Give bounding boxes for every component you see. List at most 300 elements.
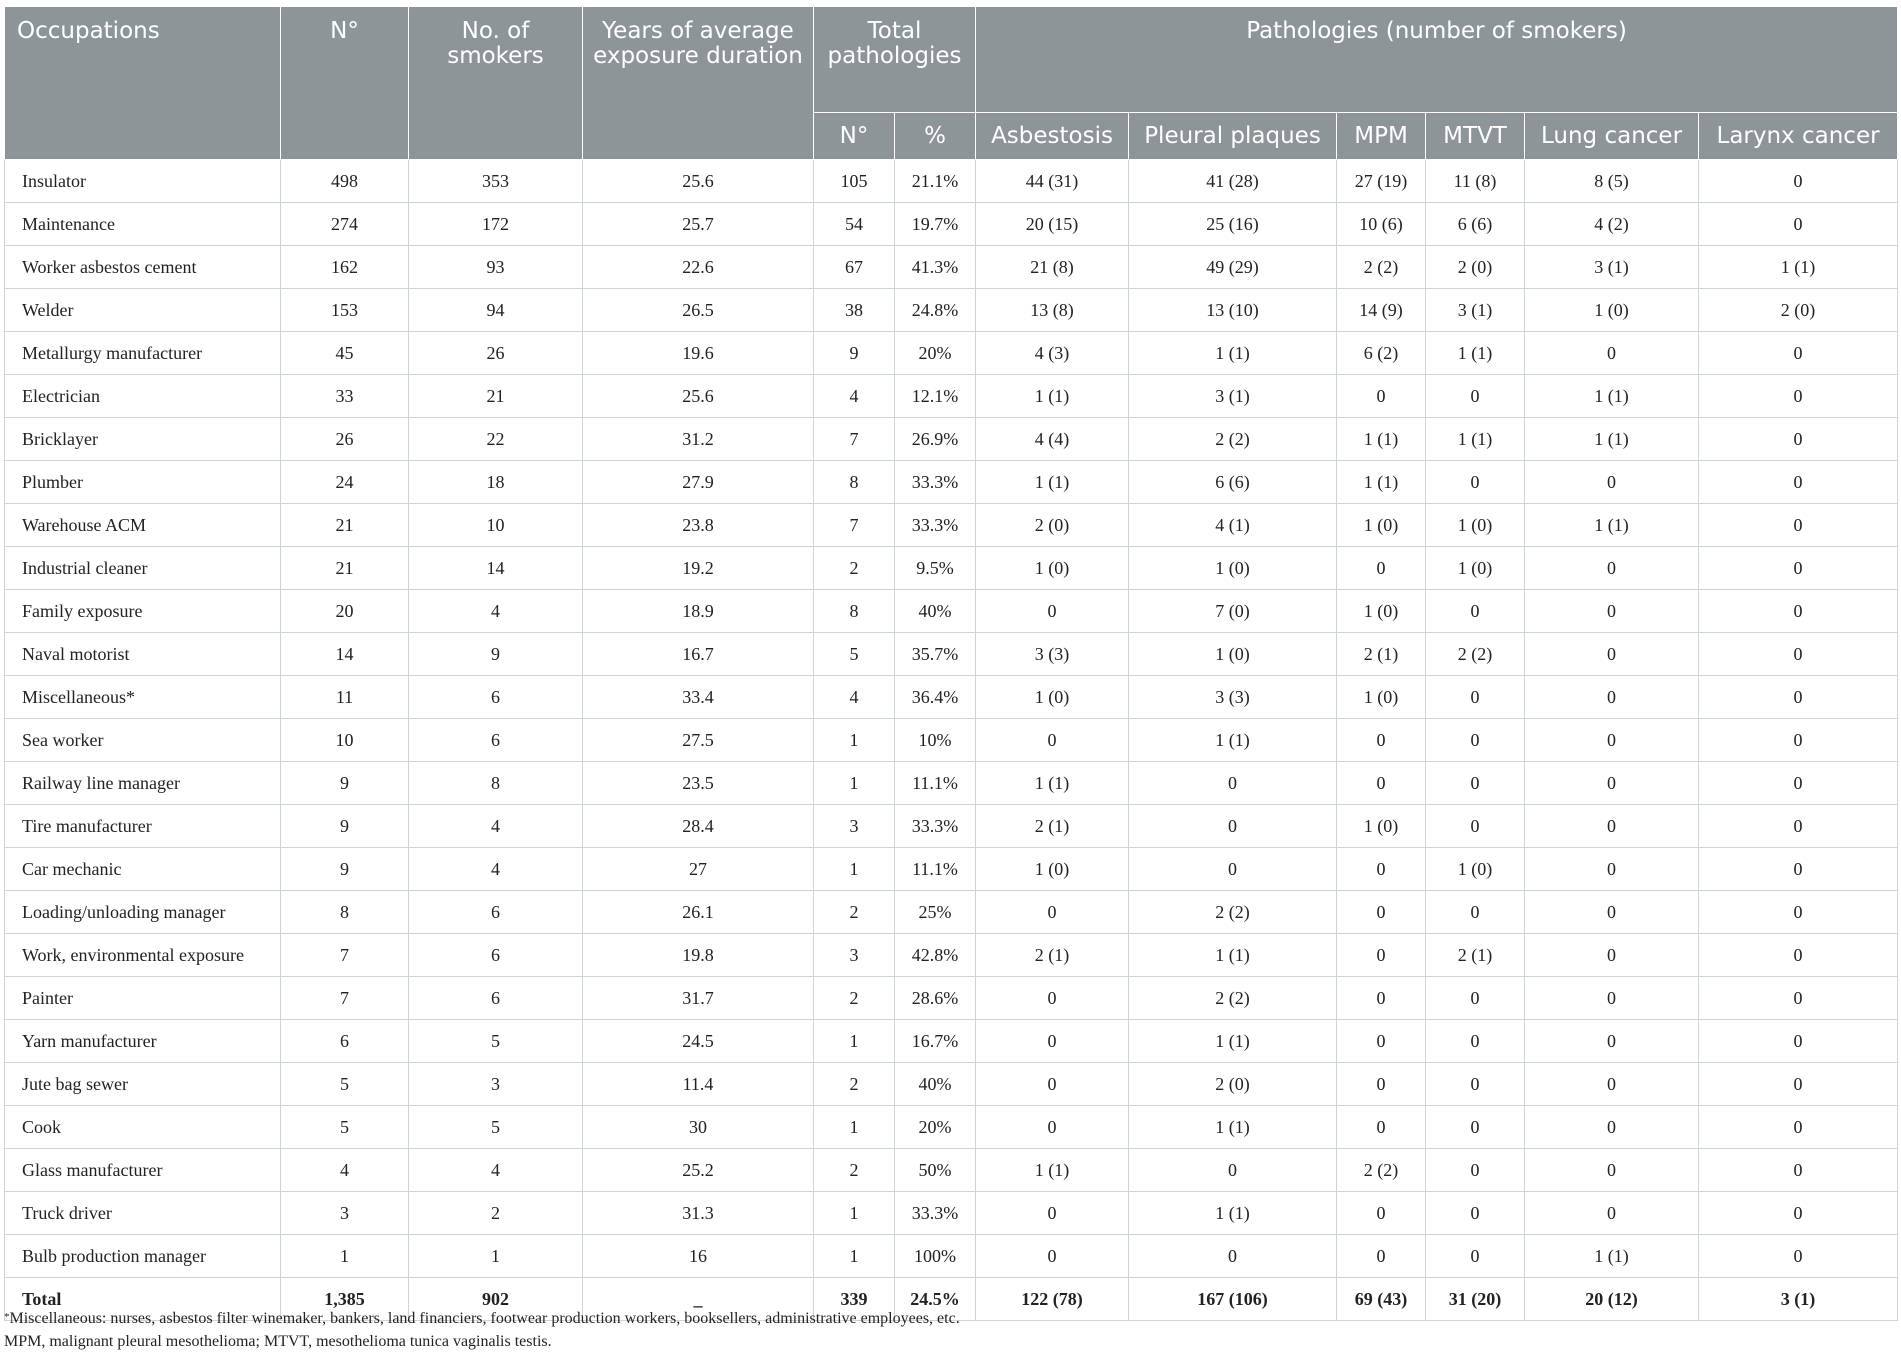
cell-total-n: 2 xyxy=(814,1063,895,1106)
cell-mtvt: 31 (20) xyxy=(1426,1278,1525,1321)
cell-years: 26.5 xyxy=(583,289,814,332)
cell-total-n: 105 xyxy=(814,160,895,203)
cell-lung-cancer: 0 xyxy=(1525,1149,1699,1192)
cell-mpm: 2 (2) xyxy=(1337,246,1426,289)
cell-mtvt: 6 (6) xyxy=(1426,203,1525,246)
cell-mtvt: 3 (1) xyxy=(1426,289,1525,332)
cell-years: 23.5 xyxy=(583,762,814,805)
cell-n: 9 xyxy=(281,805,409,848)
cell-mtvt: 1 (1) xyxy=(1426,418,1525,461)
cell-total-n: 1 xyxy=(814,762,895,805)
cell-total-n: 54 xyxy=(814,203,895,246)
cell-larynx-cancer: 0 xyxy=(1699,1192,1898,1235)
cell-n: 33 xyxy=(281,375,409,418)
cell-larynx-cancer: 0 xyxy=(1699,1235,1898,1278)
cell-asbestosis: 1 (1) xyxy=(976,762,1129,805)
cell-asbestosis: 0 xyxy=(976,1235,1129,1278)
cell-total-n: 8 xyxy=(814,461,895,504)
subheader-larynx-cancer: Larynx cancer xyxy=(1699,113,1898,160)
cell-years: 30 xyxy=(583,1106,814,1149)
cell-n: 9 xyxy=(281,848,409,891)
col-header-total-pathologies: Total pathologies xyxy=(814,7,976,113)
cell-total-percent: 26.9% xyxy=(895,418,976,461)
cell-occupation: Bricklayer xyxy=(5,418,281,461)
cell-smokers: 4 xyxy=(409,1149,583,1192)
cell-smokers: 6 xyxy=(409,891,583,934)
cell-total-n: 7 xyxy=(814,418,895,461)
cell-pleural-plaques: 1 (1) xyxy=(1129,719,1337,762)
cell-asbestosis: 0 xyxy=(976,977,1129,1020)
table-row xyxy=(5,504,1898,547)
cell-occupation: Work, environmental exposure xyxy=(5,934,281,977)
cell-total-percent: 41.3% xyxy=(895,246,976,289)
table-row xyxy=(5,418,1898,461)
cell-mtvt: 0 xyxy=(1426,461,1525,504)
cell-years: 25.6 xyxy=(583,375,814,418)
cell-occupation: Car mechanic xyxy=(5,848,281,891)
table-row xyxy=(5,762,1898,805)
cell-asbestosis: 13 (8) xyxy=(976,289,1129,332)
cell-total-percent: 36.4% xyxy=(895,676,976,719)
cell-years: 33.4 xyxy=(583,676,814,719)
cell-total-percent: 42.8% xyxy=(895,934,976,977)
cell-asbestosis: 1 (0) xyxy=(976,848,1129,891)
cell-asbestosis: 20 (15) xyxy=(976,203,1129,246)
cell-pleural-plaques: 0 xyxy=(1129,762,1337,805)
cell-lung-cancer: 0 xyxy=(1525,934,1699,977)
cell-occupation: Insulator xyxy=(5,160,281,203)
cell-smokers: 4 xyxy=(409,590,583,633)
cell-total-percent: 40% xyxy=(895,590,976,633)
cell-pleural-plaques: 1 (0) xyxy=(1129,633,1337,676)
cell-mtvt: 0 xyxy=(1426,1063,1525,1106)
cell-asbestosis: 122 (78) xyxy=(976,1278,1129,1321)
cell-total-percent: 11.1% xyxy=(895,848,976,891)
cell-smokers: 5 xyxy=(409,1020,583,1063)
cell-smokers: 2 xyxy=(409,1192,583,1235)
cell-smokers: 902 xyxy=(409,1278,583,1321)
cell-smokers: 94 xyxy=(409,289,583,332)
cell-n: 14 xyxy=(281,633,409,676)
cell-mpm: 10 (6) xyxy=(1337,203,1426,246)
cell-mtvt: 0 xyxy=(1426,676,1525,719)
cell-occupation: Welder xyxy=(5,289,281,332)
col-header-pathologies: Pathologies (number of smokers) xyxy=(976,7,1898,113)
cell-pleural-plaques: 1 (1) xyxy=(1129,1106,1337,1149)
cell-pleural-plaques: 0 xyxy=(1129,1149,1337,1192)
cell-larynx-cancer: 0 xyxy=(1699,762,1898,805)
cell-larynx-cancer: 0 xyxy=(1699,547,1898,590)
cell-asbestosis: 0 xyxy=(976,1063,1129,1106)
cell-total-percent: 100% xyxy=(895,1235,976,1278)
cell-years: 31.3 xyxy=(583,1192,814,1235)
cell-total-n: 2 xyxy=(814,547,895,590)
cell-lung-cancer: 0 xyxy=(1525,676,1699,719)
cell-mpm: 0 xyxy=(1337,934,1426,977)
cell-n: 162 xyxy=(281,246,409,289)
table-row xyxy=(5,977,1898,1020)
cell-lung-cancer: 1 (1) xyxy=(1525,504,1699,547)
cell-smokers: 3 xyxy=(409,1063,583,1106)
cell-lung-cancer: 4 (2) xyxy=(1525,203,1699,246)
cell-smokers: 21 xyxy=(409,375,583,418)
cell-n: 45 xyxy=(281,332,409,375)
cell-mpm: 0 xyxy=(1337,1020,1426,1063)
subheader-lung-cancer: Lung cancer xyxy=(1525,113,1699,160)
cell-occupation: Truck driver xyxy=(5,1192,281,1235)
cell-mtvt: 11 (8) xyxy=(1426,160,1525,203)
table-row xyxy=(5,719,1898,762)
cell-smokers: 6 xyxy=(409,719,583,762)
cell-smokers: 4 xyxy=(409,805,583,848)
cell-pleural-plaques: 1 (1) xyxy=(1129,332,1337,375)
cell-asbestosis: 1 (1) xyxy=(976,461,1129,504)
cell-larynx-cancer: 0 xyxy=(1699,848,1898,891)
cell-total-n: 1 xyxy=(814,848,895,891)
cell-mpm: 27 (19) xyxy=(1337,160,1426,203)
table-row xyxy=(5,891,1898,934)
cell-mpm: 1 (1) xyxy=(1337,418,1426,461)
cell-total-percent: 20% xyxy=(895,332,976,375)
cell-occupation: Maintenance xyxy=(5,203,281,246)
cell-n: 26 xyxy=(281,418,409,461)
cell-total-n: 1 xyxy=(814,1235,895,1278)
cell-occupation: Family exposure xyxy=(5,590,281,633)
cell-years: 23.8 xyxy=(583,504,814,547)
cell-mtvt: 2 (2) xyxy=(1426,633,1525,676)
header-row-1 xyxy=(5,7,1898,113)
cell-occupation: Metallurgy manufacturer xyxy=(5,332,281,375)
table-body xyxy=(5,160,1898,1321)
cell-total-percent: 20% xyxy=(895,1106,976,1149)
cell-n: 6 xyxy=(281,1020,409,1063)
subheader-asbestosis: Asbestosis xyxy=(976,113,1129,160)
cell-n: 5 xyxy=(281,1106,409,1149)
cell-mtvt: 0 xyxy=(1426,719,1525,762)
cell-larynx-cancer: 0 xyxy=(1699,461,1898,504)
cell-total-n: 38 xyxy=(814,289,895,332)
cell-lung-cancer: 0 xyxy=(1525,848,1699,891)
cell-asbestosis: 3 (3) xyxy=(976,633,1129,676)
table-row xyxy=(5,1149,1898,1192)
cell-lung-cancer: 0 xyxy=(1525,719,1699,762)
cell-total-percent: 24.5% xyxy=(895,1278,976,1321)
cell-pleural-plaques: 2 (0) xyxy=(1129,1063,1337,1106)
table-row xyxy=(5,1235,1898,1278)
cell-asbestosis: 1 (0) xyxy=(976,547,1129,590)
cell-occupation: Total xyxy=(5,1278,281,1321)
cell-smokers: 6 xyxy=(409,934,583,977)
cell-pleural-plaques: 1 (1) xyxy=(1129,1020,1337,1063)
cell-mpm: 2 (1) xyxy=(1337,633,1426,676)
cell-occupation: Loading/unloading manager xyxy=(5,891,281,934)
cell-occupation: Railway line manager xyxy=(5,762,281,805)
table-row xyxy=(5,1020,1898,1063)
cell-occupation: Tire manufacturer xyxy=(5,805,281,848)
cell-n: 21 xyxy=(281,547,409,590)
cell-mpm: 0 xyxy=(1337,547,1426,590)
cell-n: 3 xyxy=(281,1192,409,1235)
occupations-pathologies-table xyxy=(4,6,1898,1321)
cell-years: 31.2 xyxy=(583,418,814,461)
cell-lung-cancer: 1 (1) xyxy=(1525,418,1699,461)
cell-mpm: 0 xyxy=(1337,977,1426,1020)
cell-larynx-cancer: 0 xyxy=(1699,1063,1898,1106)
cell-mtvt: 1 (0) xyxy=(1426,504,1525,547)
cell-total-n: 4 xyxy=(814,375,895,418)
cell-years: 27.9 xyxy=(583,461,814,504)
cell-years: 25.7 xyxy=(583,203,814,246)
cell-smokers: 1 xyxy=(409,1235,583,1278)
cell-pleural-plaques: 1 (0) xyxy=(1129,547,1337,590)
cell-larynx-cancer: 0 xyxy=(1699,891,1898,934)
subheader-n: N° xyxy=(814,113,895,160)
subheader-percent: % xyxy=(895,113,976,160)
cell-lung-cancer: 1 (1) xyxy=(1525,1235,1699,1278)
table-row xyxy=(5,160,1898,203)
cell-total-percent: 24.8% xyxy=(895,289,976,332)
cell-mtvt: 0 xyxy=(1426,1235,1525,1278)
cell-occupation: Sea worker xyxy=(5,719,281,762)
cell-smokers: 6 xyxy=(409,676,583,719)
cell-asbestosis: 4 (3) xyxy=(976,332,1129,375)
cell-years: 19.8 xyxy=(583,934,814,977)
cell-pleural-plaques: 4 (1) xyxy=(1129,504,1337,547)
cell-n: 1 xyxy=(281,1235,409,1278)
cell-total-percent: 33.3% xyxy=(895,461,976,504)
cell-total-n: 67 xyxy=(814,246,895,289)
cell-occupation: Painter xyxy=(5,977,281,1020)
cell-total-percent: 10% xyxy=(895,719,976,762)
footnote-line-2: MPM, malignant pleural mesothelioma; MTVT, mesothelioma tunica vaginalis testis. xyxy=(4,1333,552,1350)
cell-years: 11.4 xyxy=(583,1063,814,1106)
footnote-line-1 xyxy=(4,1307,960,1330)
cell-total-percent: 35.7% xyxy=(895,633,976,676)
cell-n: 153 xyxy=(281,289,409,332)
cell-total-percent: 25% xyxy=(895,891,976,934)
cell-lung-cancer: 1 (0) xyxy=(1525,289,1699,332)
cell-smokers: 6 xyxy=(409,977,583,1020)
table-row xyxy=(5,633,1898,676)
cell-larynx-cancer: 0 xyxy=(1699,934,1898,977)
cell-smokers: 18 xyxy=(409,461,583,504)
cell-total-percent: 28.6% xyxy=(895,977,976,1020)
cell-smokers: 172 xyxy=(409,203,583,246)
cell-asbestosis: 2 (1) xyxy=(976,934,1129,977)
cell-asbestosis: 21 (8) xyxy=(976,246,1129,289)
table-row xyxy=(5,547,1898,590)
cell-asbestosis: 1 (1) xyxy=(976,1149,1129,1192)
cell-smokers: 5 xyxy=(409,1106,583,1149)
cell-mpm: 69 (43) xyxy=(1337,1278,1426,1321)
cell-total-n: 2 xyxy=(814,977,895,1020)
cell-mtvt: 0 xyxy=(1426,1106,1525,1149)
cell-larynx-cancer: 0 xyxy=(1699,719,1898,762)
cell-n: 20 xyxy=(281,590,409,633)
cell-lung-cancer: 0 xyxy=(1525,1063,1699,1106)
cell-pleural-plaques: 41 (28) xyxy=(1129,160,1337,203)
cell-pleural-plaques: 3 (3) xyxy=(1129,676,1337,719)
cell-asbestosis: 44 (31) xyxy=(976,160,1129,203)
cell-smokers: 14 xyxy=(409,547,583,590)
cell-mtvt: 0 xyxy=(1426,1192,1525,1235)
cell-lung-cancer: 0 xyxy=(1525,762,1699,805)
table-row xyxy=(5,461,1898,504)
cell-pleural-plaques: 0 xyxy=(1129,848,1337,891)
cell-asbestosis: 0 xyxy=(976,891,1129,934)
cell-lung-cancer: 0 xyxy=(1525,633,1699,676)
cell-total-n: 2 xyxy=(814,891,895,934)
cell-total-percent: 11.1% xyxy=(895,762,976,805)
cell-years: 26.1 xyxy=(583,891,814,934)
cell-occupation: Electrician xyxy=(5,375,281,418)
cell-larynx-cancer: 2 (0) xyxy=(1699,289,1898,332)
cell-occupation: Bulb production manager xyxy=(5,1235,281,1278)
cell-total-n: 1 xyxy=(814,1106,895,1149)
cell-smokers: 9 xyxy=(409,633,583,676)
cell-occupation: Glass manufacturer xyxy=(5,1149,281,1192)
cell-years: 24.5 xyxy=(583,1020,814,1063)
cell-smokers: 353 xyxy=(409,160,583,203)
cell-pleural-plaques: 2 (2) xyxy=(1129,891,1337,934)
cell-total-n: 2 xyxy=(814,1149,895,1192)
cell-lung-cancer: 0 xyxy=(1525,805,1699,848)
footnote xyxy=(4,1307,960,1353)
col-header-smokers: No. of smokers xyxy=(409,7,583,160)
cell-total-percent: 33.3% xyxy=(895,805,976,848)
cell-n: 1,385 xyxy=(281,1278,409,1321)
cell-total-percent: 9.5% xyxy=(895,547,976,590)
cell-lung-cancer: 0 xyxy=(1525,332,1699,375)
cell-larynx-cancer: 0 xyxy=(1699,504,1898,547)
cell-mtvt: 0 xyxy=(1426,762,1525,805)
footnote-mark: * xyxy=(4,1311,10,1323)
cell-lung-cancer: 0 xyxy=(1525,1192,1699,1235)
cell-pleural-plaques: 7 (0) xyxy=(1129,590,1337,633)
table-row xyxy=(5,848,1898,891)
cell-years: 16.7 xyxy=(583,633,814,676)
cell-total-n: 7 xyxy=(814,504,895,547)
cell-mpm: 6 (2) xyxy=(1337,332,1426,375)
cell-larynx-cancer: 0 xyxy=(1699,633,1898,676)
cell-years: 27 xyxy=(583,848,814,891)
cell-lung-cancer: 0 xyxy=(1525,977,1699,1020)
subheader-mtvt: MTVT xyxy=(1426,113,1525,160)
cell-mpm: 1 (0) xyxy=(1337,805,1426,848)
cell-mtvt: 2 (1) xyxy=(1426,934,1525,977)
cell-occupation: Industrial cleaner xyxy=(5,547,281,590)
cell-pleural-plaques: 1 (1) xyxy=(1129,934,1337,977)
cell-n: 498 xyxy=(281,160,409,203)
cell-n: 10 xyxy=(281,719,409,762)
cell-asbestosis: 0 xyxy=(976,1106,1129,1149)
table-row xyxy=(5,934,1898,977)
cell-lung-cancer: 0 xyxy=(1525,461,1699,504)
cell-mpm: 0 xyxy=(1337,375,1426,418)
cell-n: 4 xyxy=(281,1149,409,1192)
cell-pleural-plaques: 3 (1) xyxy=(1129,375,1337,418)
table-row xyxy=(5,1063,1898,1106)
cell-years: 31.7 xyxy=(583,977,814,1020)
table-container xyxy=(4,6,1897,1321)
cell-total-n: 1 xyxy=(814,719,895,762)
cell-asbestosis: 2 (0) xyxy=(976,504,1129,547)
cell-occupation: Yarn manufacturer xyxy=(5,1020,281,1063)
cell-lung-cancer: 0 xyxy=(1525,891,1699,934)
cell-larynx-cancer: 0 xyxy=(1699,1149,1898,1192)
table-row xyxy=(5,1192,1898,1235)
col-header-years: Years of average exposure duration xyxy=(583,7,814,160)
cell-larynx-cancer: 0 xyxy=(1699,805,1898,848)
cell-lung-cancer: 20 (12) xyxy=(1525,1278,1699,1321)
cell-larynx-cancer: 0 xyxy=(1699,332,1898,375)
cell-years: 22.6 xyxy=(583,246,814,289)
cell-total-n: 9 xyxy=(814,332,895,375)
cell-pleural-plaques: 25 (16) xyxy=(1129,203,1337,246)
cell-occupation: Worker asbestos cement xyxy=(5,246,281,289)
cell-total-percent: 33.3% xyxy=(895,504,976,547)
cell-years: 16 xyxy=(583,1235,814,1278)
cell-mpm: 0 xyxy=(1337,1192,1426,1235)
cell-pleural-plaques: 49 (29) xyxy=(1129,246,1337,289)
cell-mtvt: 0 xyxy=(1426,1020,1525,1063)
cell-years: 19.2 xyxy=(583,547,814,590)
col-header-occupations: Occupations xyxy=(5,7,281,160)
cell-pleural-plaques: 0 xyxy=(1129,805,1337,848)
cell-larynx-cancer: 0 xyxy=(1699,203,1898,246)
cell-asbestosis: 1 (1) xyxy=(976,375,1129,418)
cell-mpm: 0 xyxy=(1337,1235,1426,1278)
cell-occupation: Miscellaneous* xyxy=(5,676,281,719)
footnote-text-1: Miscellaneous: nurses, asbestos filter winemaker, bankers, land financiers, footwear production workers, booksellers, administrative employees, etc. xyxy=(9,1310,960,1327)
cell-larynx-cancer: 0 xyxy=(1699,1106,1898,1149)
cell-asbestosis: 1 (0) xyxy=(976,676,1129,719)
cell-larynx-cancer: 0 xyxy=(1699,1020,1898,1063)
cell-asbestosis: 0 xyxy=(976,719,1129,762)
cell-mpm: 0 xyxy=(1337,1063,1426,1106)
cell-mpm: 0 xyxy=(1337,719,1426,762)
table-row xyxy=(5,332,1898,375)
cell-pleural-plaques: 2 (2) xyxy=(1129,418,1337,461)
cell-lung-cancer: 0 xyxy=(1525,590,1699,633)
cell-lung-cancer: 0 xyxy=(1525,1106,1699,1149)
cell-occupation: Warehouse ACM xyxy=(5,504,281,547)
cell-n: 8 xyxy=(281,891,409,934)
table-row xyxy=(5,289,1898,332)
cell-mtvt: 0 xyxy=(1426,375,1525,418)
cell-lung-cancer: 0 xyxy=(1525,1020,1699,1063)
cell-years: 19.6 xyxy=(583,332,814,375)
cell-years: 25.2 xyxy=(583,1149,814,1192)
cell-mpm: 1 (1) xyxy=(1337,461,1426,504)
cell-occupation: Cook xyxy=(5,1106,281,1149)
cell-larynx-cancer: 0 xyxy=(1699,590,1898,633)
cell-pleural-plaques: 0 xyxy=(1129,1235,1337,1278)
cell-larynx-cancer: 3 (1) xyxy=(1699,1278,1898,1321)
cell-n: 7 xyxy=(281,977,409,1020)
cell-mpm: 0 xyxy=(1337,891,1426,934)
cell-total-n: 4 xyxy=(814,676,895,719)
cell-total-n: 8 xyxy=(814,590,895,633)
cell-years: 27.5 xyxy=(583,719,814,762)
cell-larynx-cancer: 1 (1) xyxy=(1699,246,1898,289)
cell-mtvt: 0 xyxy=(1426,977,1525,1020)
table-row xyxy=(5,375,1898,418)
cell-total-percent: 19.7% xyxy=(895,203,976,246)
cell-n: 11 xyxy=(281,676,409,719)
cell-occupation: Jute bag sewer xyxy=(5,1063,281,1106)
cell-n: 21 xyxy=(281,504,409,547)
